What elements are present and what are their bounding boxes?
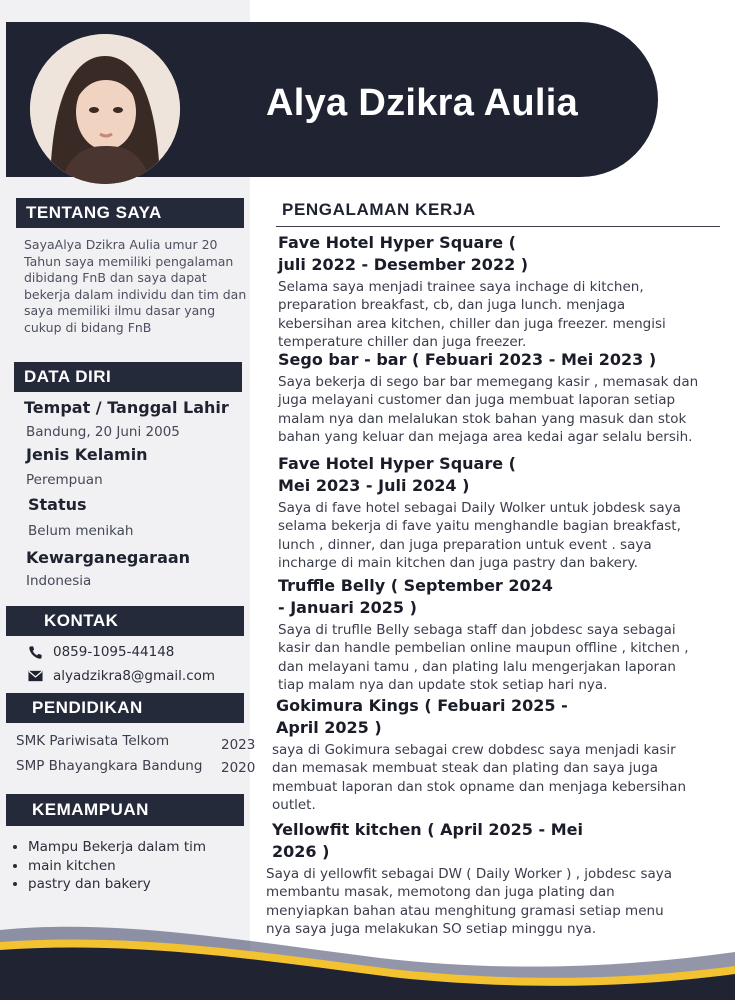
job-description: saya di Gokimura sebagai crew dobdesc saya menjadi kasir dan memasak membuat steak dan plating dan saya juga membuat laporan dan stok opname dan menjaga kebersihan outlet. [272, 742, 686, 814]
skills-heading: KEMAMPUAN [6, 794, 244, 826]
job-entry [278, 232, 708, 352]
skills-list [10, 838, 206, 894]
status-label: Status [28, 495, 87, 514]
job-description: Saya di truflle Belly sebaga staff dan jobdesc saya sebagai kasir dan handle pembelian online maupun offline , kitchen , dan melayani tamu , dan plating lalu mengerjakan laporan tiap malam nya dan update stok setiap hari nya. [278, 622, 689, 694]
skill-item: • pastry dan bakery [28, 875, 206, 894]
job-title: Fave Hotel Hyper Square ( Mei 2023 - Juli 2024 ) [278, 454, 516, 495]
education-school: SMK Pariwisata Telkom [16, 733, 170, 749]
job-title: Fave Hotel Hyper Square ( juli 2022 - Desember 2022 ) [278, 233, 529, 274]
resume-name: Alya Dzikra Aulia [266, 82, 579, 124]
personal-heading: DATA DIRI [14, 362, 242, 392]
job-entry [278, 453, 708, 573]
experience-divider [276, 226, 720, 227]
person-portrait-icon [30, 34, 180, 184]
footer-wave [0, 920, 735, 1000]
phone-icon [28, 645, 43, 660]
experience-heading: PENGALAMAN KERJA [282, 200, 476, 219]
job-description: Saya bekerja di sego bar bar memegang kasir , memasak dan juga melayani customer dan juga membuat laporan setiap malam nya dan melalukan stok bahan yang masuk dan stok bahan yang keluar dan mejaga area kedai agar selalu bersih. [278, 374, 699, 446]
education-item [16, 733, 256, 753]
citizenship-value: Indonesia [26, 573, 92, 589]
gender-label: Jenis Kelamin [26, 445, 148, 464]
job-description: Saya di yellowfit sebagai DW ( Daily Worker ) , jobdesc saya membantu masak, memotong dan juga plating dan menyiapkan bahan atau menghitung gramasi setiap menu nya saya juga melakukan SO setiap minggu nya. [266, 866, 673, 938]
email-value: alyadzikra8@gmail.com [53, 668, 216, 684]
skill-item: • Mampu Bekerja dalam tim [28, 838, 206, 857]
birth-label: Tempat / Tanggal Lahir [24, 398, 229, 417]
about-text: SayaAlya Dzikra Aulia umur 20 Tahun saya memiliki pengalaman dibidang FnB dan saya dapat bekerja dalam individu dan tim dan saya memiliki ilmu dasar yang cukup di bidang FnB [24, 237, 247, 335]
job-entry [278, 575, 708, 695]
skill-item: • main kitchen [28, 857, 206, 876]
education-year: 2023 [221, 737, 256, 753]
job-title: Gokimura Kings ( Febuari 2025 - April 2025 ) [276, 696, 568, 737]
citizenship-label: Kewarganegaraan [26, 548, 191, 567]
job-description: Saya di fave hotel sebagai Daily Wolker untuk jobdesk saya selama bekerja di fave yaitu menghandle bagian breakfast, lunch , dinner, dan juga preparation untuk event . saya incharge di main kitchen dan juga pastry dan bakery. [278, 500, 681, 572]
education-item [16, 758, 256, 774]
email-row [28, 668, 215, 684]
education-school: SMP Bhayangkara Bandung [16, 758, 203, 774]
job-title: Yellowfit kitchen ( April 2025 - Mei 2026 ) [272, 820, 583, 861]
job-entry [278, 349, 708, 447]
phone-value: 0859-1095-44148 [53, 644, 175, 660]
email-icon [28, 670, 43, 682]
gender-value: Perempuan [26, 472, 103, 488]
contact-heading: KONTAK [6, 606, 244, 636]
about-heading: TENTANG SAYA [16, 198, 244, 228]
job-description: Selama saya menjadi trainee saya inchage di kitchen, preparation breakfast, cb, dan juga lunch. menjaga kebersihan area kitchen, chiller dan juga freezer. mengisi temperature chiller dan juga freezer. [278, 279, 666, 351]
education-year: 2020 [221, 760, 256, 776]
job-title: Truffle Belly ( September 2024 - Januari 2025 ) [278, 576, 553, 617]
status-value: Belum menikah [28, 523, 134, 539]
phone-row [28, 644, 174, 660]
birth-value: Bandung, 20 Juni 2005 [26, 424, 180, 440]
job-title: Sego bar - bar ( Febuari 2023 - Mei 2023 ) [278, 350, 657, 369]
job-entry [272, 695, 706, 815]
profile-photo [30, 34, 180, 184]
education-heading: PENDIDIKAN [6, 693, 244, 723]
